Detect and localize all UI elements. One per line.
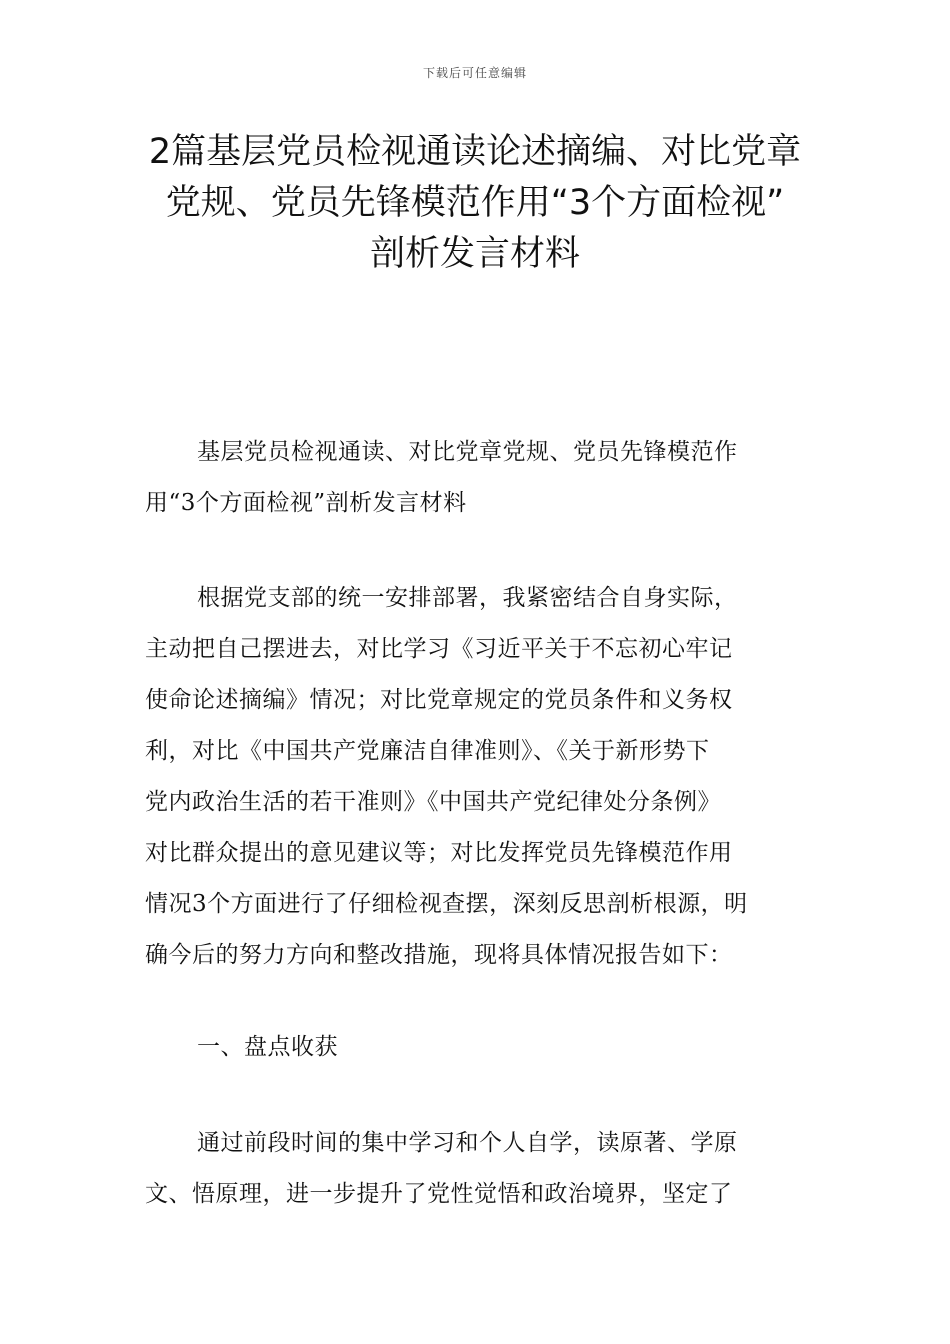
body-line: 通过前段时间的集中学习和个人自学，读原著、学原 <box>197 1130 738 1156</box>
intro-line: 根据党支部的统一安排部署，我紧密结合自身实际， <box>197 585 738 611</box>
subtitle-line-1: 基层党员检视通读、对比党章党规、党员先锋模范作 <box>197 439 738 465</box>
subtitle-paragraph <box>145 427 810 529</box>
document-title <box>140 127 810 280</box>
intro-line: 党内政治生活的若干准则》《中国共产党纪律处分条例》 <box>145 789 721 815</box>
intro-line: 对比群众提出的意见建议等；对比发挥党员先锋模范作用 <box>145 840 733 866</box>
intro-line: 利，对比《中国共产党廉洁自律准则》、《关于新形势下 <box>145 738 710 764</box>
title-line-1: 2篇基层党员检视通读论述摘编、对比党章 <box>148 132 802 172</box>
body-line: 文、悟原理，进一步提升了党性觉悟和政治境界，坚定了 <box>145 1181 733 1207</box>
subtitle-line-2: 用“3个方面检视”剖析发言材料 <box>145 490 467 516</box>
intro-paragraph <box>145 573 810 981</box>
intro-line: 主动把自己摆进去，对比学习《习近平关于不忘初心牢记 <box>145 636 733 662</box>
section-heading-1 <box>145 1022 810 1073</box>
title-line-2: 党规、党员先锋模范作用“3个方面检视” <box>165 183 785 223</box>
intro-line: 确今后的努力方向和整改措施，现将具体情况报告如下： <box>145 942 733 968</box>
intro-line: 使命论述摘编》情况；对比党章规定的党员条件和义务权 <box>145 687 733 713</box>
header-note: 下载后可任意编辑 <box>422 66 527 80</box>
title-line-3: 剖析发言材料 <box>369 234 580 274</box>
section-heading-text: 一、盘点收获 <box>197 1034 338 1060</box>
intro-line: 情况3个方面进行了仔细检视查摆，深刻反思剖析根源，明 <box>145 891 748 917</box>
body-paragraph <box>145 1118 810 1220</box>
